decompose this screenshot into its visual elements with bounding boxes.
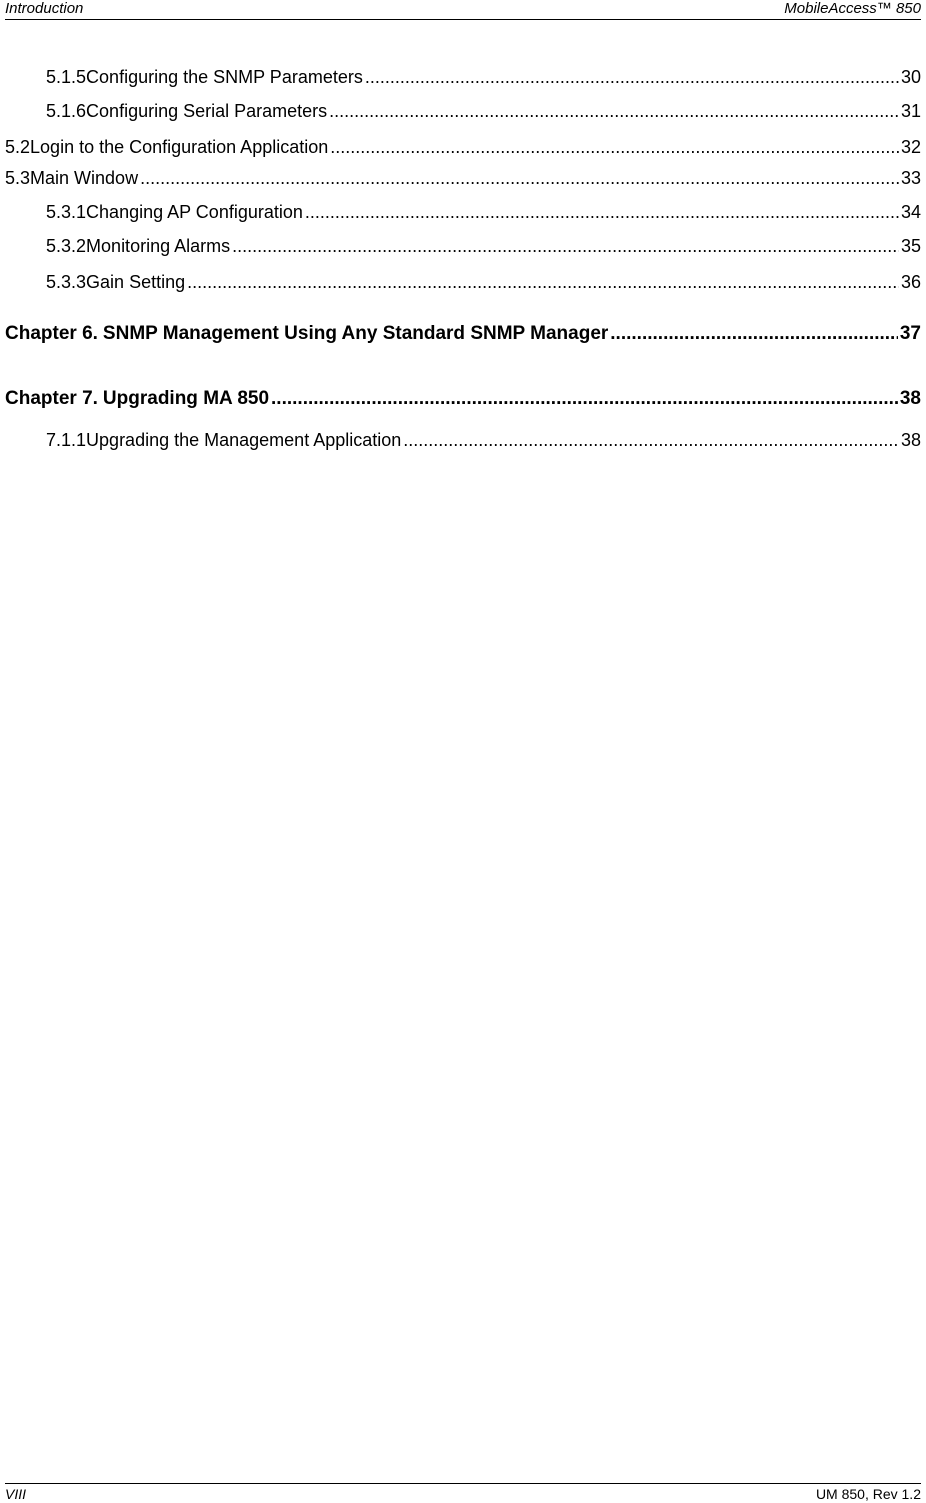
header-section-title: Introduction [5, 0, 84, 17]
toc-entry-number: 5.1.6 [46, 101, 87, 121]
toc-leader-dots [330, 137, 899, 158]
toc-leader-dots [610, 323, 898, 345]
toc-entry-title: Upgrading the Management Application [86, 430, 402, 450]
page-header [5, 0, 921, 20]
toc-entry[interactable] [46, 101, 921, 122]
toc-entry-title: Gain Setting [86, 272, 186, 292]
toc-entry-title: Configuring the SNMP Parameters [86, 67, 363, 87]
footer-page-number: VIII [5, 1486, 27, 1502]
toc-entry-number: Chapter 6. [5, 323, 98, 344]
toc-entry-number: 5.1.5 [46, 67, 87, 87]
toc-entry-number: 5.3.3 [46, 272, 87, 292]
toc-entry-title: Changing AP Configuration [86, 202, 303, 222]
toc-entry[interactable] [46, 236, 921, 257]
toc-entry-page: 38 [900, 430, 921, 450]
toc-entry-page: 35 [900, 236, 921, 256]
toc-leader-dots [403, 430, 899, 451]
toc-leader-dots [271, 388, 898, 410]
toc-entry[interactable] [46, 430, 921, 451]
toc-entry[interactable] [46, 202, 921, 223]
toc-entry-number: 5.2 [5, 137, 31, 157]
toc-entry-title: Monitoring Alarms [86, 236, 231, 256]
toc-entry-page: 30 [900, 67, 921, 87]
page-footer [5, 1483, 921, 1503]
toc-entry[interactable] [46, 67, 921, 88]
toc-leader-dots [140, 168, 899, 189]
toc-entry-number: 7.1.1 [46, 430, 87, 450]
toc-entry-title: Main Window [30, 168, 139, 188]
toc-entry[interactable] [5, 168, 921, 189]
toc-chapter-entry[interactable] [5, 323, 921, 345]
toc-entry-page: 38 [899, 388, 921, 409]
toc-entry-page: 36 [900, 272, 921, 292]
toc-leader-dots [187, 272, 899, 293]
toc-chapter-entry[interactable] [5, 388, 921, 410]
header-product-name: MobileAccess™ 850 [784, 0, 921, 17]
footer-document-id: UM 850, Rev 1.2 [815, 1486, 921, 1502]
toc-entry-number: Chapter 7. [5, 388, 98, 409]
toc-entry-page: 34 [900, 202, 921, 222]
toc-entry-number: 5.3.1 [46, 202, 87, 222]
toc-entry-page: 33 [900, 168, 921, 188]
toc-entry-number: 5.3 [5, 168, 31, 188]
toc-leader-dots [329, 101, 899, 122]
toc-entry-title: Login to the Configuration Application [30, 137, 329, 157]
toc-leader-dots [365, 67, 899, 88]
toc-entry-title: Upgrading MA 850 [102, 388, 270, 409]
toc-entry[interactable] [5, 137, 921, 158]
toc-entry-page: 32 [900, 137, 921, 157]
toc-entry-title: SNMP Management Using Any Standard SNMP Manager [102, 323, 609, 344]
toc-entry-page: 37 [899, 323, 921, 344]
toc-entry-page: 31 [900, 101, 921, 121]
toc-leader-dots [232, 236, 899, 257]
toc-entry[interactable] [46, 272, 921, 293]
toc-entry-number: 5.3.2 [46, 236, 87, 256]
toc-entry-title: Configuring Serial Parameters [86, 101, 328, 121]
toc-leader-dots [305, 202, 899, 223]
